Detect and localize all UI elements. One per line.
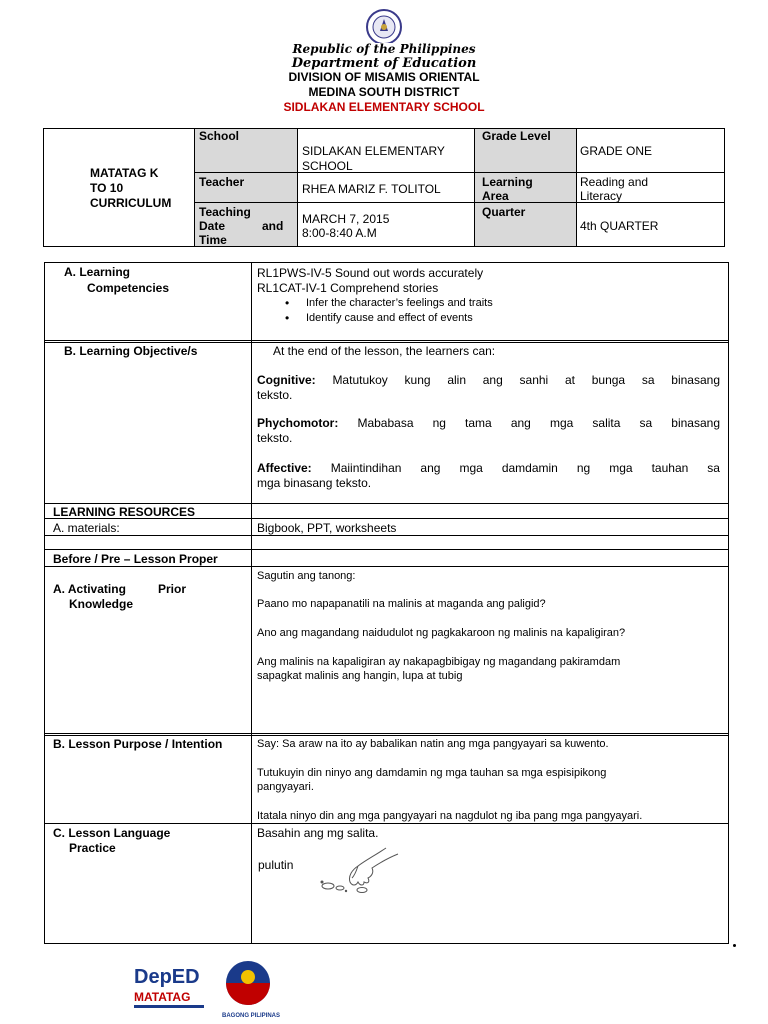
school-value-1: SIDLAKAN ELEMENTARY [302, 144, 445, 158]
bagong-pilipinas-text: BAGONG PILIPINAS [222, 1013, 280, 1019]
competency-1: RL1PWS-IV-5 Sound out words accurately [257, 266, 484, 280]
hand-picking-illustration [316, 846, 400, 896]
cognitive-line-2: teksto. [257, 388, 293, 402]
cognitive-line-1 [257, 373, 720, 387]
bullet-dot-1: • [285, 296, 290, 310]
teaching-date-value-2: 8:00-8:40 A.M [302, 226, 377, 240]
grade-level-value: GRADE ONE [580, 144, 653, 158]
competency-bullet-1: Infer the character’s feelings and traits [306, 297, 493, 309]
teaching-date-label-4: Time [199, 233, 227, 247]
psychomotor-label: Phychomotor: [257, 416, 339, 430]
materials-value: Bigbook, PPT, worksheets [257, 521, 397, 535]
language-practice-label-2: Practice [69, 841, 116, 855]
school-value-2: SCHOOL [302, 159, 353, 173]
teacher-value: RHEA MARIZ F. TOLITOL [302, 182, 441, 196]
teaching-date-label-3: and [262, 219, 284, 233]
division-line: DIVISION OF MISAMIS ORIENTAL [288, 70, 480, 84]
activating-label-3: Knowledge [69, 597, 134, 611]
school-label: School [199, 129, 240, 143]
psychomotor-line-1 [257, 416, 720, 430]
cognitive-text: Matutukoy kung alin ang sanhi at bunga sa binasang [332, 373, 720, 387]
affective-label: Affective: [257, 461, 312, 475]
cognitive-label: Cognitive: [257, 373, 316, 387]
psychomotor-line-2: teksto. [257, 431, 293, 445]
competency-2: RL1CAT-IV-1 Comprehend stories [257, 281, 439, 295]
bullet-dot-2: • [285, 311, 290, 325]
purpose-line-2a: Tutukuyin din ninyo ang damdamin ng mga tauhan sa mga espisipikong [257, 767, 607, 779]
affective-line-2: mga binasang teksto. [257, 476, 372, 490]
teacher-label: Teacher [199, 175, 245, 189]
activating-question-2: Ano ang magandang naidudulot ng pagkakaroon ng malinis na kapaligiran? [257, 627, 626, 639]
deped-logo-text: DepED [134, 966, 200, 988]
department-line: Department of Education [291, 56, 477, 71]
purpose-say: Say: Sa araw na ito ay babalikan natin ang mga pangyayari sa kuwento. [257, 738, 609, 750]
matatag-logo-text: MATATAG [134, 990, 191, 1004]
learning-area-value-2: Literacy [580, 189, 623, 203]
activating-statement-1: Ang malinis na kapaligiran ay nakapagbibigay ng magandang pakiramdam [257, 656, 621, 668]
lesson-purpose-label: B. Lesson Purpose / Intention [53, 737, 223, 751]
objectives-label: B. Learning Objective/s [64, 344, 198, 358]
district-line: MEDINA SOUTH DISTRICT [308, 85, 460, 99]
competency-bullet-2: Identify cause and effect of events [306, 312, 473, 324]
materials-label: A. materials: [53, 521, 120, 535]
activating-label-2: Prior [158, 582, 187, 596]
language-intro: Basahin ang mg salita. [257, 826, 379, 840]
teaching-date-label-2: Date [199, 219, 226, 233]
objectives-intro: At the end of the lesson, the learners can: [273, 344, 496, 358]
competencies-label-2: Competencies [87, 281, 170, 295]
curriculum-line-3: CURRICULUM [90, 196, 172, 210]
republic-line: Republic of the Philippines [292, 42, 476, 56]
learning-area-label-2: Area [482, 189, 509, 203]
activating-label-1: A. Activating [53, 582, 126, 596]
deped-seal-logo [355, 5, 413, 43]
before-lesson-label: Before / Pre – Lesson Proper [53, 552, 218, 566]
stray-dot [733, 944, 736, 947]
quarter-value: 4th QUARTER [580, 219, 659, 233]
learning-area-label-1: Learning [482, 175, 533, 189]
footer-logos [130, 955, 280, 1020]
competencies-label-1: A. Learning [64, 265, 131, 279]
activating-prompt: Sagutin ang tanong: [257, 570, 356, 582]
school-line: SIDLAKAN ELEMENTARY SCHOOL [283, 100, 485, 114]
language-practice-label-1: C. Lesson Language [53, 826, 171, 840]
grade-level-label: Grade Level [482, 129, 551, 143]
affective-line-1 [257, 461, 720, 475]
purpose-line-3: Itatala ninyo din ang mga pangyayari na nagdulot ng iba pang mga pangyayari. [257, 810, 643, 822]
curriculum-line-1: MATATAG K [90, 166, 159, 180]
activating-question-1: Paano mo napapanatili na malinis at maganda ang paligid? [257, 598, 546, 610]
purpose-line-2b: pangyayari. [257, 781, 314, 793]
curriculum-line-2: TO 10 [90, 181, 124, 195]
learning-resources-label: LEARNING RESOURCES [53, 505, 196, 519]
quarter-label: Quarter [482, 205, 526, 219]
learning-area-value-1: Reading and [580, 175, 649, 189]
teaching-date-value-1: MARCH 7, 2015 [302, 212, 390, 226]
activating-statement-2: sapagkat malinis ang hangin, lupa at tubig [257, 670, 463, 682]
psychomotor-text: Mababasa ng tama ang mga salita sa binasang [357, 416, 720, 430]
affective-text: Maiintindihan ang mga damdamin ng mga tauhan sa [330, 461, 720, 475]
word-pulutin: pulutin [258, 858, 294, 872]
teaching-date-label-1: Teaching [199, 205, 251, 219]
